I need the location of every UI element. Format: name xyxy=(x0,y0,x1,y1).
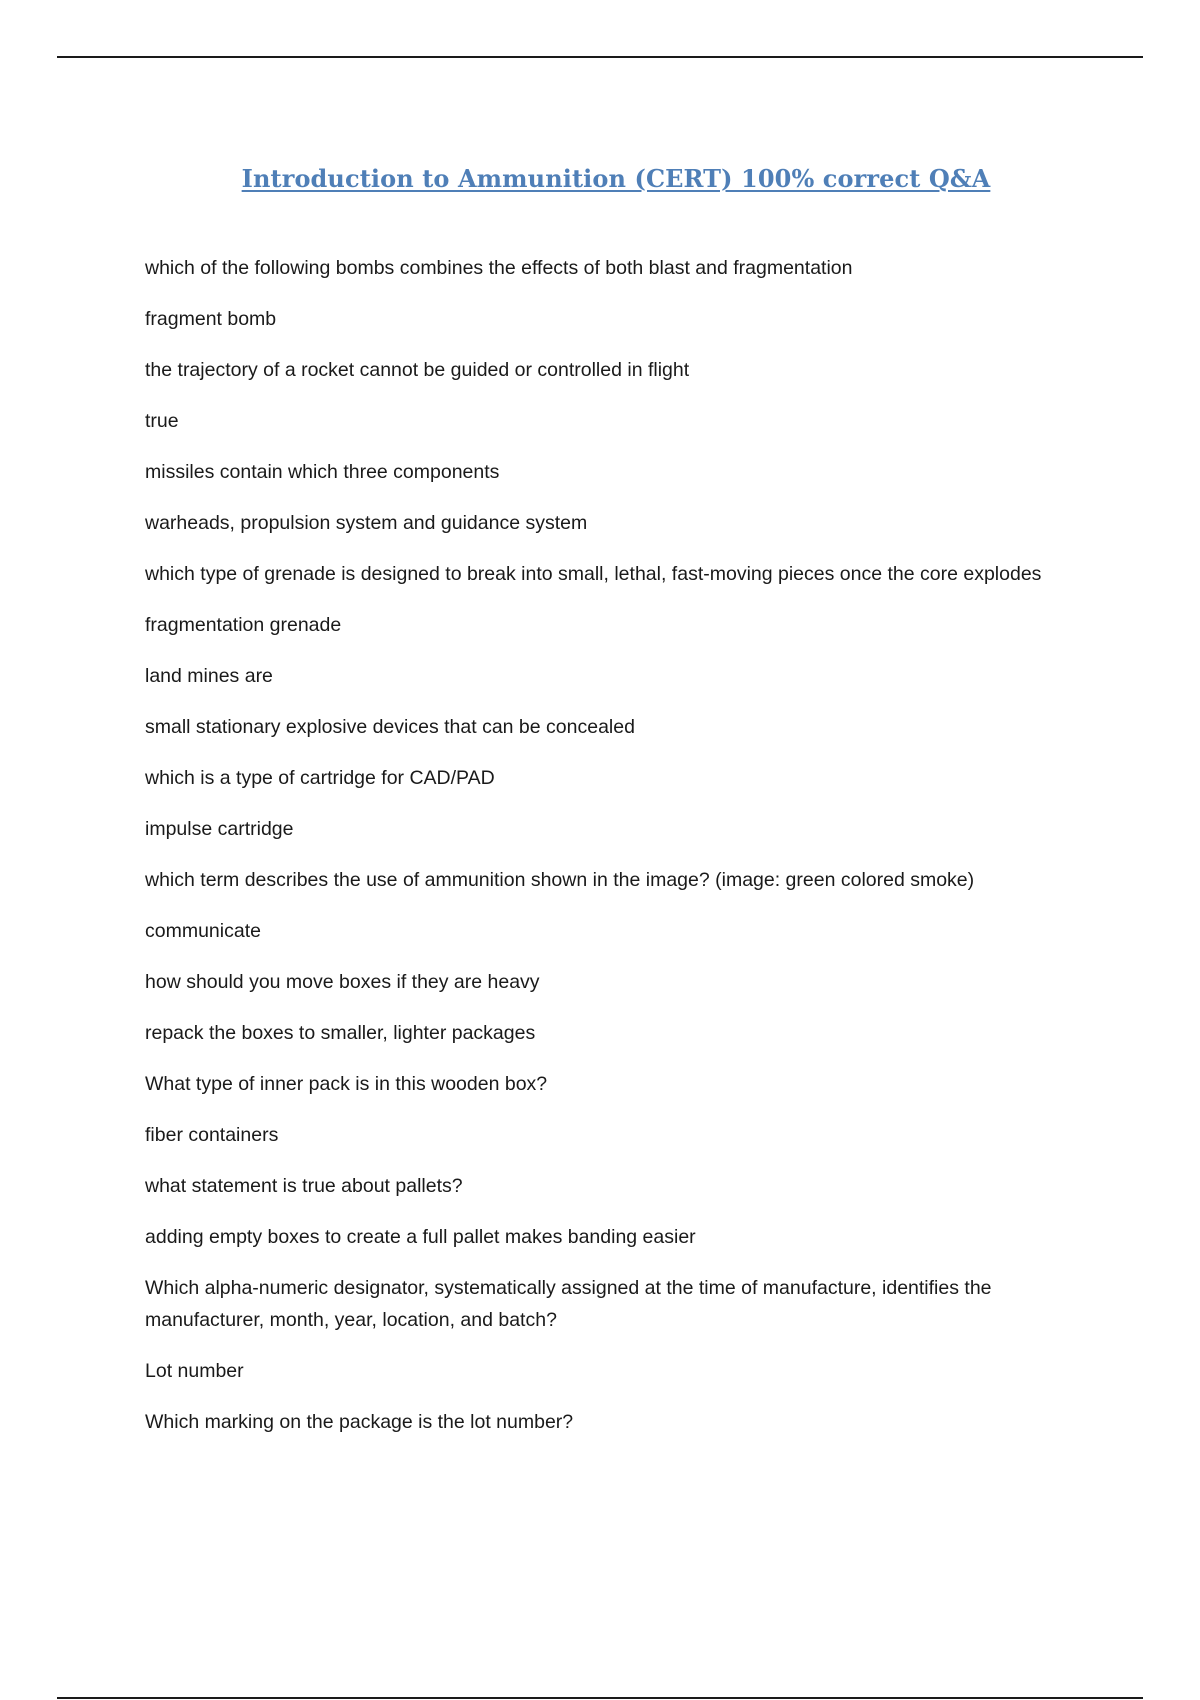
answer-line: fragment bomb xyxy=(145,308,277,330)
answer-line: fragmentation grenade xyxy=(145,614,342,636)
document-title: Introduction to Ammunition (CERT) 100% correct Q&A xyxy=(241,164,991,193)
answer-line: repack the boxes to smaller, lighter packages xyxy=(145,1022,536,1044)
question-line: Which alpha-numeric designator, systematically assigned at the time of manufacture, identifies the manufacturer, month, year, location, and batch? xyxy=(145,1277,992,1331)
question-line: which term describes the use of ammunition shown in the image? (image: green colored smoke) xyxy=(145,869,975,891)
answer-line: Lot number xyxy=(145,1360,244,1382)
question-line: which of the following bombs combines the effects of both blast and fragmentation xyxy=(145,257,853,279)
answer-line: small stationary explosive devices that can be concealed xyxy=(145,716,635,738)
answer-line: true xyxy=(145,410,179,432)
top-rule xyxy=(57,56,1143,58)
answer-line: communicate xyxy=(145,920,261,942)
question-line: how should you move boxes if they are heavy xyxy=(145,971,540,993)
qa-list xyxy=(145,252,1105,1457)
question-line: which type of grenade is designed to break into small, lethal, fast-moving pieces once the core explodes xyxy=(145,563,1042,585)
question-line: which is a type of cartridge for CAD/PAD xyxy=(145,767,495,789)
answer-line: impulse cartridge xyxy=(145,818,294,840)
question-line: the trajectory of a rocket cannot be guided or controlled in flight xyxy=(145,359,690,381)
question-line: Which marking on the package is the lot number? xyxy=(145,1411,574,1433)
question-line: what statement is true about pallets? xyxy=(145,1175,463,1197)
question-line: land mines are xyxy=(145,665,273,687)
answer-line: adding empty boxes to create a full pallet makes banding easier xyxy=(145,1226,696,1248)
question-line: missiles contain which three components xyxy=(145,461,500,483)
bottom-rule xyxy=(57,1697,1143,1699)
question-line: What type of inner pack is in this wooden box? xyxy=(145,1073,548,1095)
answer-line: warheads, propulsion system and guidance system xyxy=(145,512,588,534)
answer-line: fiber containers xyxy=(145,1124,279,1146)
